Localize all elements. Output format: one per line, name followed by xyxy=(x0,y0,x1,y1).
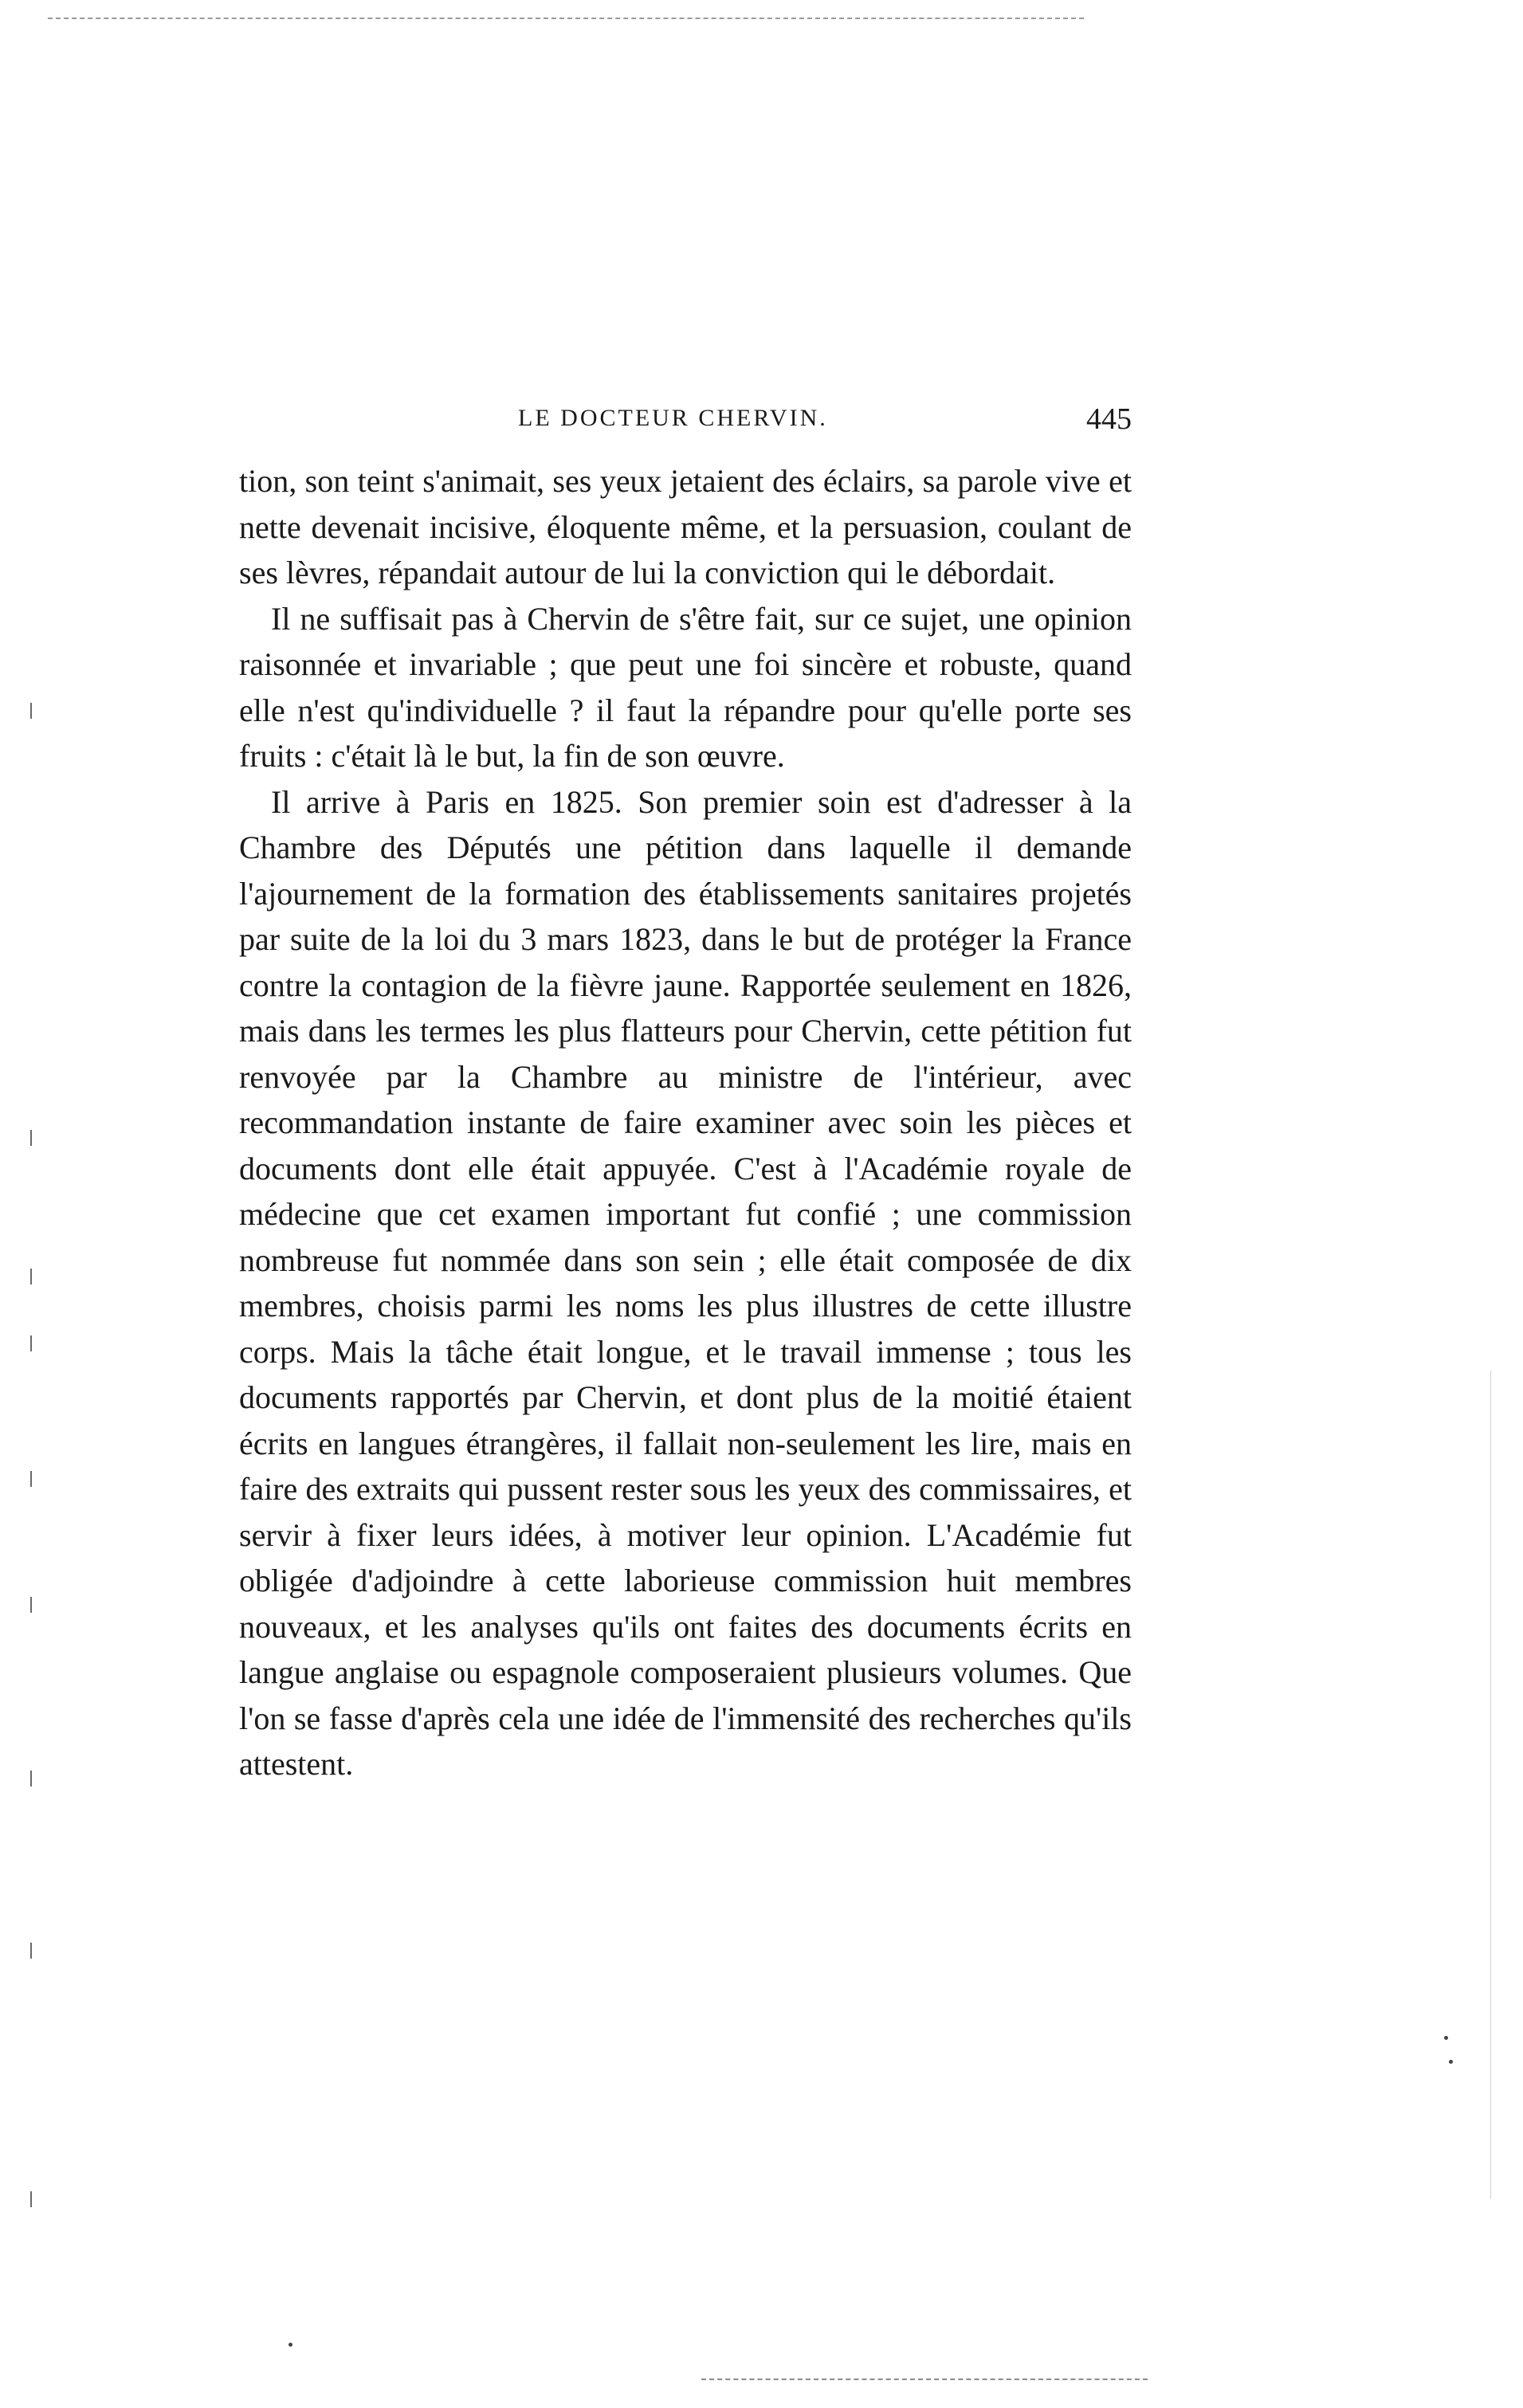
margin-mark xyxy=(30,1269,32,1284)
ink-speck xyxy=(1449,2060,1453,2064)
running-head: LE DOCTEUR CHERVIN. xyxy=(518,405,828,431)
ink-speck xyxy=(289,2343,292,2347)
body-text xyxy=(239,458,1132,1787)
margin-mark xyxy=(30,1471,32,1487)
paragraph: Il ne suffisait pas à Chervin de s'être fait, sur ce sujet, une opinion raisonnée et invariable ; que peut une foi sincère et robuste, quand elle n'est qu'individuelle ? il faut la répandre pour qu'elle porte ses fruits : c'était là le but, la fin de son œuvre. xyxy=(239,600,1132,774)
margin-mark xyxy=(30,703,32,719)
margin-mark xyxy=(30,1943,32,1959)
margin-mark xyxy=(30,2191,32,2207)
paragraph: Il arrive à Paris en 1825. Son premier soin est d'adresser à la Chambre des Députés une pétition dans laquelle il demande l'ajournement de la formation des établissements sanitaires projetés par suite de la loi du 3 mars 1823, dans le but de protéger la France contre la contagion de la fièvre jaune. Rapportée seulement en 1826, mais dans les termes les plus flatteurs pour Chervin, cette pétition fut renvoyée par la Chambre au ministre de l'intérieur, avec recommandation instante de faire examiner avec soin les pièces et documents dont elle était appuyée. C'est à l'Académie royale de médecine que cet examen important fut confié ; une commission nombreuse fut nommée dans son sein ; elle était composée de dix membres, choisis parmi les noms les plus illustres de cette illustre corps. Mais la tâche était longue, et le travail immense ; tous les documents rapportés par Chervin, et dont plus de la moitié étaient écrits en langues étrangères, il fallait non-seulement les lire, mais en faire des extraits qui pussent rester sous les yeux des commissaires, et servir à fixer leurs idées, à motiver leur opinion. L'Académie fut obligée d'adjoindre à cette laborieuse commission huit membres nouveaux, et les analyses qu'ils ont faites des documents écrits en langue anglaise ou espagnole composeraient plusieurs volumes. Que l'on se fasse d'après cela une idée de l'immensité des recherches qu'ils attestent. xyxy=(239,783,1132,1782)
right-edge-shadow xyxy=(1490,1371,1491,2199)
margin-mark xyxy=(30,1335,32,1351)
margin-mark xyxy=(30,1771,32,1786)
margin-mark xyxy=(30,1130,32,1146)
page-header xyxy=(239,402,1132,440)
top-scan-rule xyxy=(48,18,1084,19)
paragraph: tion, son teint s'animait, ses yeux jetaient des éclairs, sa parole vive et nette devenait incisive, éloquente même, et la persuasion, coulant de ses lèvres, répandait autour de lui la conviction qui le débordait. xyxy=(239,463,1132,590)
page-number: 445 xyxy=(1086,402,1132,436)
ink-speck xyxy=(1444,2036,1448,2040)
margin-mark xyxy=(30,1597,32,1613)
bottom-scan-rule xyxy=(701,2379,1148,2380)
